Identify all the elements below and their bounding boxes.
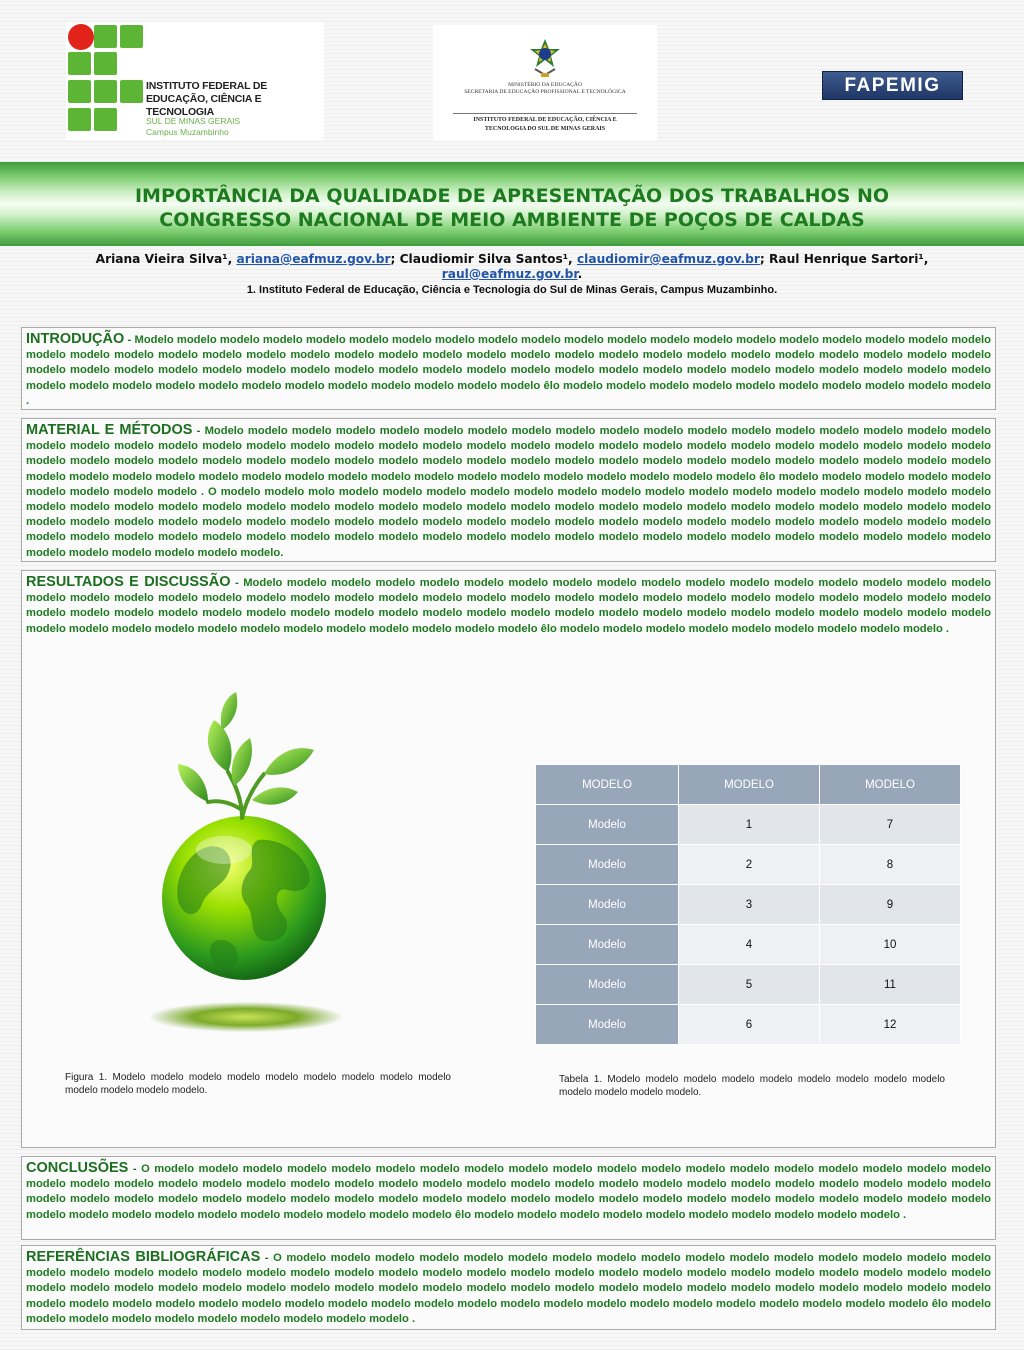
ministry-line3: INSTITUTO FEDERAL DE EDUCAÇÃO, CIÊNCIA E	[473, 117, 617, 123]
table-row	[536, 925, 961, 965]
if-logo-name	[146, 80, 324, 119]
table-row-header: Modelo	[536, 1005, 679, 1045]
author-1: Ariana Vieira Silva¹,	[95, 252, 237, 266]
table-header-row	[536, 765, 961, 805]
author-2: ; Claudiomir Silva Santos¹,	[390, 252, 577, 266]
author-3: ; Raul Henrique Sartori¹,	[759, 252, 929, 266]
references-heading: REFERÊNCIAS BIBLIOGRÁFICAS	[26, 1249, 261, 1265]
ministry-logo-rule	[453, 113, 637, 114]
methods-body: Modelo modelo modelo modelo modelo modelo modelo modelo modelo modelo modelo modelo modelo modelo modelo modelo modelo modelo modelo modelo modelo modelo modelo modelo modelo modelo modelo modelo modelo modelo modelo modelo modelo modelo modelo modelo modelo modelo modelo modelo modelo modelo modelo modelo modelo modelo modelo modelo modelo modelo modelo modelo modelo modelo modelo modelo modelo modelo modelo modelo modelo modelo modelo modelo modelo modelo modelo modelo modelo modelo modelo modelo modelo modelo modelo modelo modelo modelo modelo êlo modelo modelo modelo modelo modelo modelo modelo modelo modelo . O modelo modelo molo modelo modelo modelo modelo modelo modelo modelo modelo modelo modelo modelo modelo modelo modelo modelo modelo modelo modelo modelo modelo modelo modelo modelo modelo modelo modelo modelo modelo modelo modelo modelo modelo modelo modelo modelo modelo modelo modelo modelo modelo modelo modelo modelo modelo modelo modelo modelo modelo modelo modelo modelo modelo modelo modelo modelo modelo modelo modelo modelo modelo modelo modelo modelo modelo modelo modelo modelo modelo modelo modelo modelo modelo modelo modelo modelo modelo modelo modelo modelo modelo modelo modelo modelo modelo modelo modelo modelo.	[26, 425, 992, 559]
if-logo-sub-line2: Campus Muzambinho	[146, 127, 229, 137]
table-cell: 10	[820, 925, 961, 965]
if-logo-name-line2: EDUCAÇÃO, CIÊNCIA E TECNOLOGIA	[146, 93, 262, 118]
introduction-separator: -	[124, 334, 135, 346]
table-row-header: Modelo	[536, 805, 679, 845]
table-header-cell: MODELO	[679, 765, 820, 805]
table-cell: 5	[679, 965, 820, 1005]
table-row	[536, 805, 961, 845]
ministry-institute-text	[433, 116, 657, 134]
results-heading: RESULTADOS E DISCUSSÃO	[26, 574, 231, 590]
author-2-email-link[interactable]: claudiomir@eafmuz.gov.br	[576, 252, 760, 266]
if-logo-square	[120, 80, 143, 103]
methods-section	[21, 418, 996, 562]
author-1-email-link[interactable]: ariana@eafmuz.gov.br	[236, 252, 391, 266]
table-cell: 11	[820, 965, 961, 1005]
ministry-line2: SECRETARIA DE EDUCAÇÃO PROFISSIONAL E TECNOLÓGICA	[464, 89, 626, 95]
results-body: Modelo modelo modelo modelo modelo modelo modelo modelo modelo modelo modelo modelo modelo modelo modelo modelo modelo modelo modelo modelo modelo modelo modelo modelo modelo modelo modelo modelo modelo modelo modelo modelo modelo modelo modelo modelo modelo modelo modelo modelo modelo modelo modelo modelo modelo modelo modelo modelo modelo modelo modelo modelo modelo modelo modelo modelo modelo modelo modelo modelo modelo modelo modelo modelo modelo modelo modelo modelo modelo modelo modelo modelo modelo êlo modelo modelo modelo modelo modelo modelo modelo modelo modelo .	[26, 577, 991, 635]
table-cell: 1	[679, 805, 820, 845]
table-cell: 2	[679, 845, 820, 885]
if-logo-square	[120, 25, 143, 48]
ministry-line1: MINISTÉRIO DA EDUCAÇÃO	[508, 82, 582, 88]
ministry-logo-text	[433, 82, 657, 96]
table-cell: 12	[820, 1005, 961, 1045]
references-text	[22, 1246, 995, 1327]
methods-text	[22, 419, 995, 561]
poster-title	[0, 184, 1024, 232]
table-row-header: Modelo	[536, 965, 679, 1005]
if-logo-square	[68, 80, 91, 103]
table-row-header: Modelo	[536, 925, 679, 965]
results-separator: -	[230, 577, 244, 589]
if-logo-name-line1: INSTITUTO FEDERAL DE	[146, 80, 268, 92]
conclusions-section	[21, 1156, 996, 1240]
introduction-text	[22, 328, 995, 409]
conclusions-body: O modelo modelo modelo modelo modelo modelo modelo modelo modelo modelo modelo modelo modelo modelo modelo modelo modelo modelo modelo modelo modelo modelo modelo modelo modelo modelo modelo modelo modelo modelo modelo modelo modelo modelo modelo modelo modelo modelo modelo modelo modelo modelo modelo modelo modelo modelo modelo modelo modelo modelo modelo modelo modelo modelo modelo modelo modelo modelo modelo modelo modelo modelo modelo modelo modelo modelo modelo modelo modelo modelo modelo modelo modelo êlo modelo modelo modelo modelo modelo modelo modelo modelo modelo modelo .	[26, 1163, 992, 1221]
introduction-heading: INTRODUÇÃO	[26, 331, 125, 347]
authors-line	[40, 252, 984, 282]
table-cell: 8	[820, 845, 961, 885]
globe-with-plant-icon	[138, 690, 354, 1035]
table-cell: 4	[679, 925, 820, 965]
methods-heading: MATERIAL E MÉTODOS	[26, 422, 193, 438]
results-table	[535, 764, 961, 1045]
references-section	[21, 1245, 996, 1330]
ministry-line4: TECNOLOGIA DO SUL DE MINAS GERAIS	[484, 126, 606, 132]
methods-separator: -	[192, 425, 205, 437]
references-separator: -	[260, 1252, 274, 1264]
if-logo-square	[94, 52, 117, 75]
table-cell: 7	[820, 805, 961, 845]
brazil-coat-of-arms-icon	[527, 37, 563, 79]
table-cell: 9	[820, 885, 961, 925]
affiliation: 1. Instituto Federal de Educação, Ciência e Tecnologia do Sul de Minas Gerais, Campus Muzambinho.	[246, 284, 778, 296]
ministry-logo	[433, 25, 657, 141]
if-logo-square	[68, 108, 91, 131]
table-header-cell: MODELO	[820, 765, 961, 805]
table-row-header: Modelo	[536, 845, 679, 885]
table-cell: 6	[679, 1005, 820, 1045]
introduction-section	[21, 327, 996, 410]
if-logo-subtitle	[146, 116, 240, 138]
poster-title-line1: IMPORTÂNCIA DA QUALIDADE DE APRESENTAÇÃO DOS TRABALHOS NO	[134, 185, 890, 207]
table-cell: 3	[679, 885, 820, 925]
table-row	[536, 1005, 961, 1045]
if-logo-square	[94, 80, 117, 103]
conclusions-text	[22, 1157, 995, 1223]
table-row	[536, 885, 961, 925]
references-body: O modelo modelo modelo modelo modelo modelo modelo modelo modelo modelo modelo modelo modelo modelo modelo modelo modelo modelo modelo modelo modelo modelo modelo modelo modelo modelo modelo modelo modelo modelo modelo modelo modelo modelo modelo modelo modelo modelo modelo modelo modelo modelo modelo modelo modelo modelo modelo modelo modelo modelo modelo modelo modelo modelo modelo modelo modelo modelo modelo modelo modelo modelo modelo modelo modelo modelo modelo modelo modelo modelo modelo modelo modelo modelo modelo modelo modelo modelo modelo modelo modelo êlo modelo modelo modelo modelo modelo modelo modelo modelo modelo modelo .	[26, 1252, 991, 1325]
if-logo-square	[68, 52, 91, 75]
fapemig-logo: FAPEMIG	[822, 71, 963, 100]
if-logo-square	[94, 25, 117, 48]
results-text	[22, 571, 995, 637]
if-logo-red-dot	[68, 24, 94, 50]
if-sul-de-minas-logo	[66, 22, 324, 140]
authors-end: .	[577, 267, 583, 281]
table-row	[536, 965, 961, 1005]
table-row-header: Modelo	[536, 885, 679, 925]
if-logo-sub-line1: SUL DE MINAS GERAIS	[146, 116, 241, 126]
poster-title-line2: CONGRESSO NACIONAL DE MEIO AMBIENTE DE POÇOS DE CALDAS	[159, 209, 865, 231]
figure-caption: Figura 1. Modelo modelo modelo modelo modelo modelo modelo modelo modelo modelo modelo modelo modelo.	[65, 1072, 451, 1096]
introduction-body: Modelo modelo modelo modelo modelo modelo modelo modelo modelo modelo modelo modelo modelo modelo modelo modelo modelo modelo modelo modelo modelo modelo modelo modelo modelo modelo modelo modelo modelo modelo modelo modelo modelo modelo modelo modelo modelo modelo modelo modelo modelo modelo modelo modelo modelo modelo modelo modelo modelo modelo modelo modelo modelo modelo modelo modelo modelo modelo modelo modelo modelo modelo modelo modelo modelo modelo modelo modelo modelo modelo modelo modelo modelo modelo modelo modelo êlo modelo modelo modelo modelo modelo modelo modelo modelo modelo modelo .	[26, 334, 991, 407]
table-header-cell: MODELO	[536, 765, 679, 805]
if-logo-square	[94, 108, 117, 131]
table-caption: Tabela 1. Modelo modelo modelo modelo modelo modelo modelo modelo modelo modelo modelo modelo modelo.	[559, 1074, 945, 1098]
conclusions-separator: -	[128, 1163, 142, 1175]
author-3-email-link[interactable]: raul@eafmuz.gov.br	[441, 267, 578, 281]
table-row	[536, 845, 961, 885]
conclusions-heading: CONCLUSÕES	[26, 1160, 129, 1176]
